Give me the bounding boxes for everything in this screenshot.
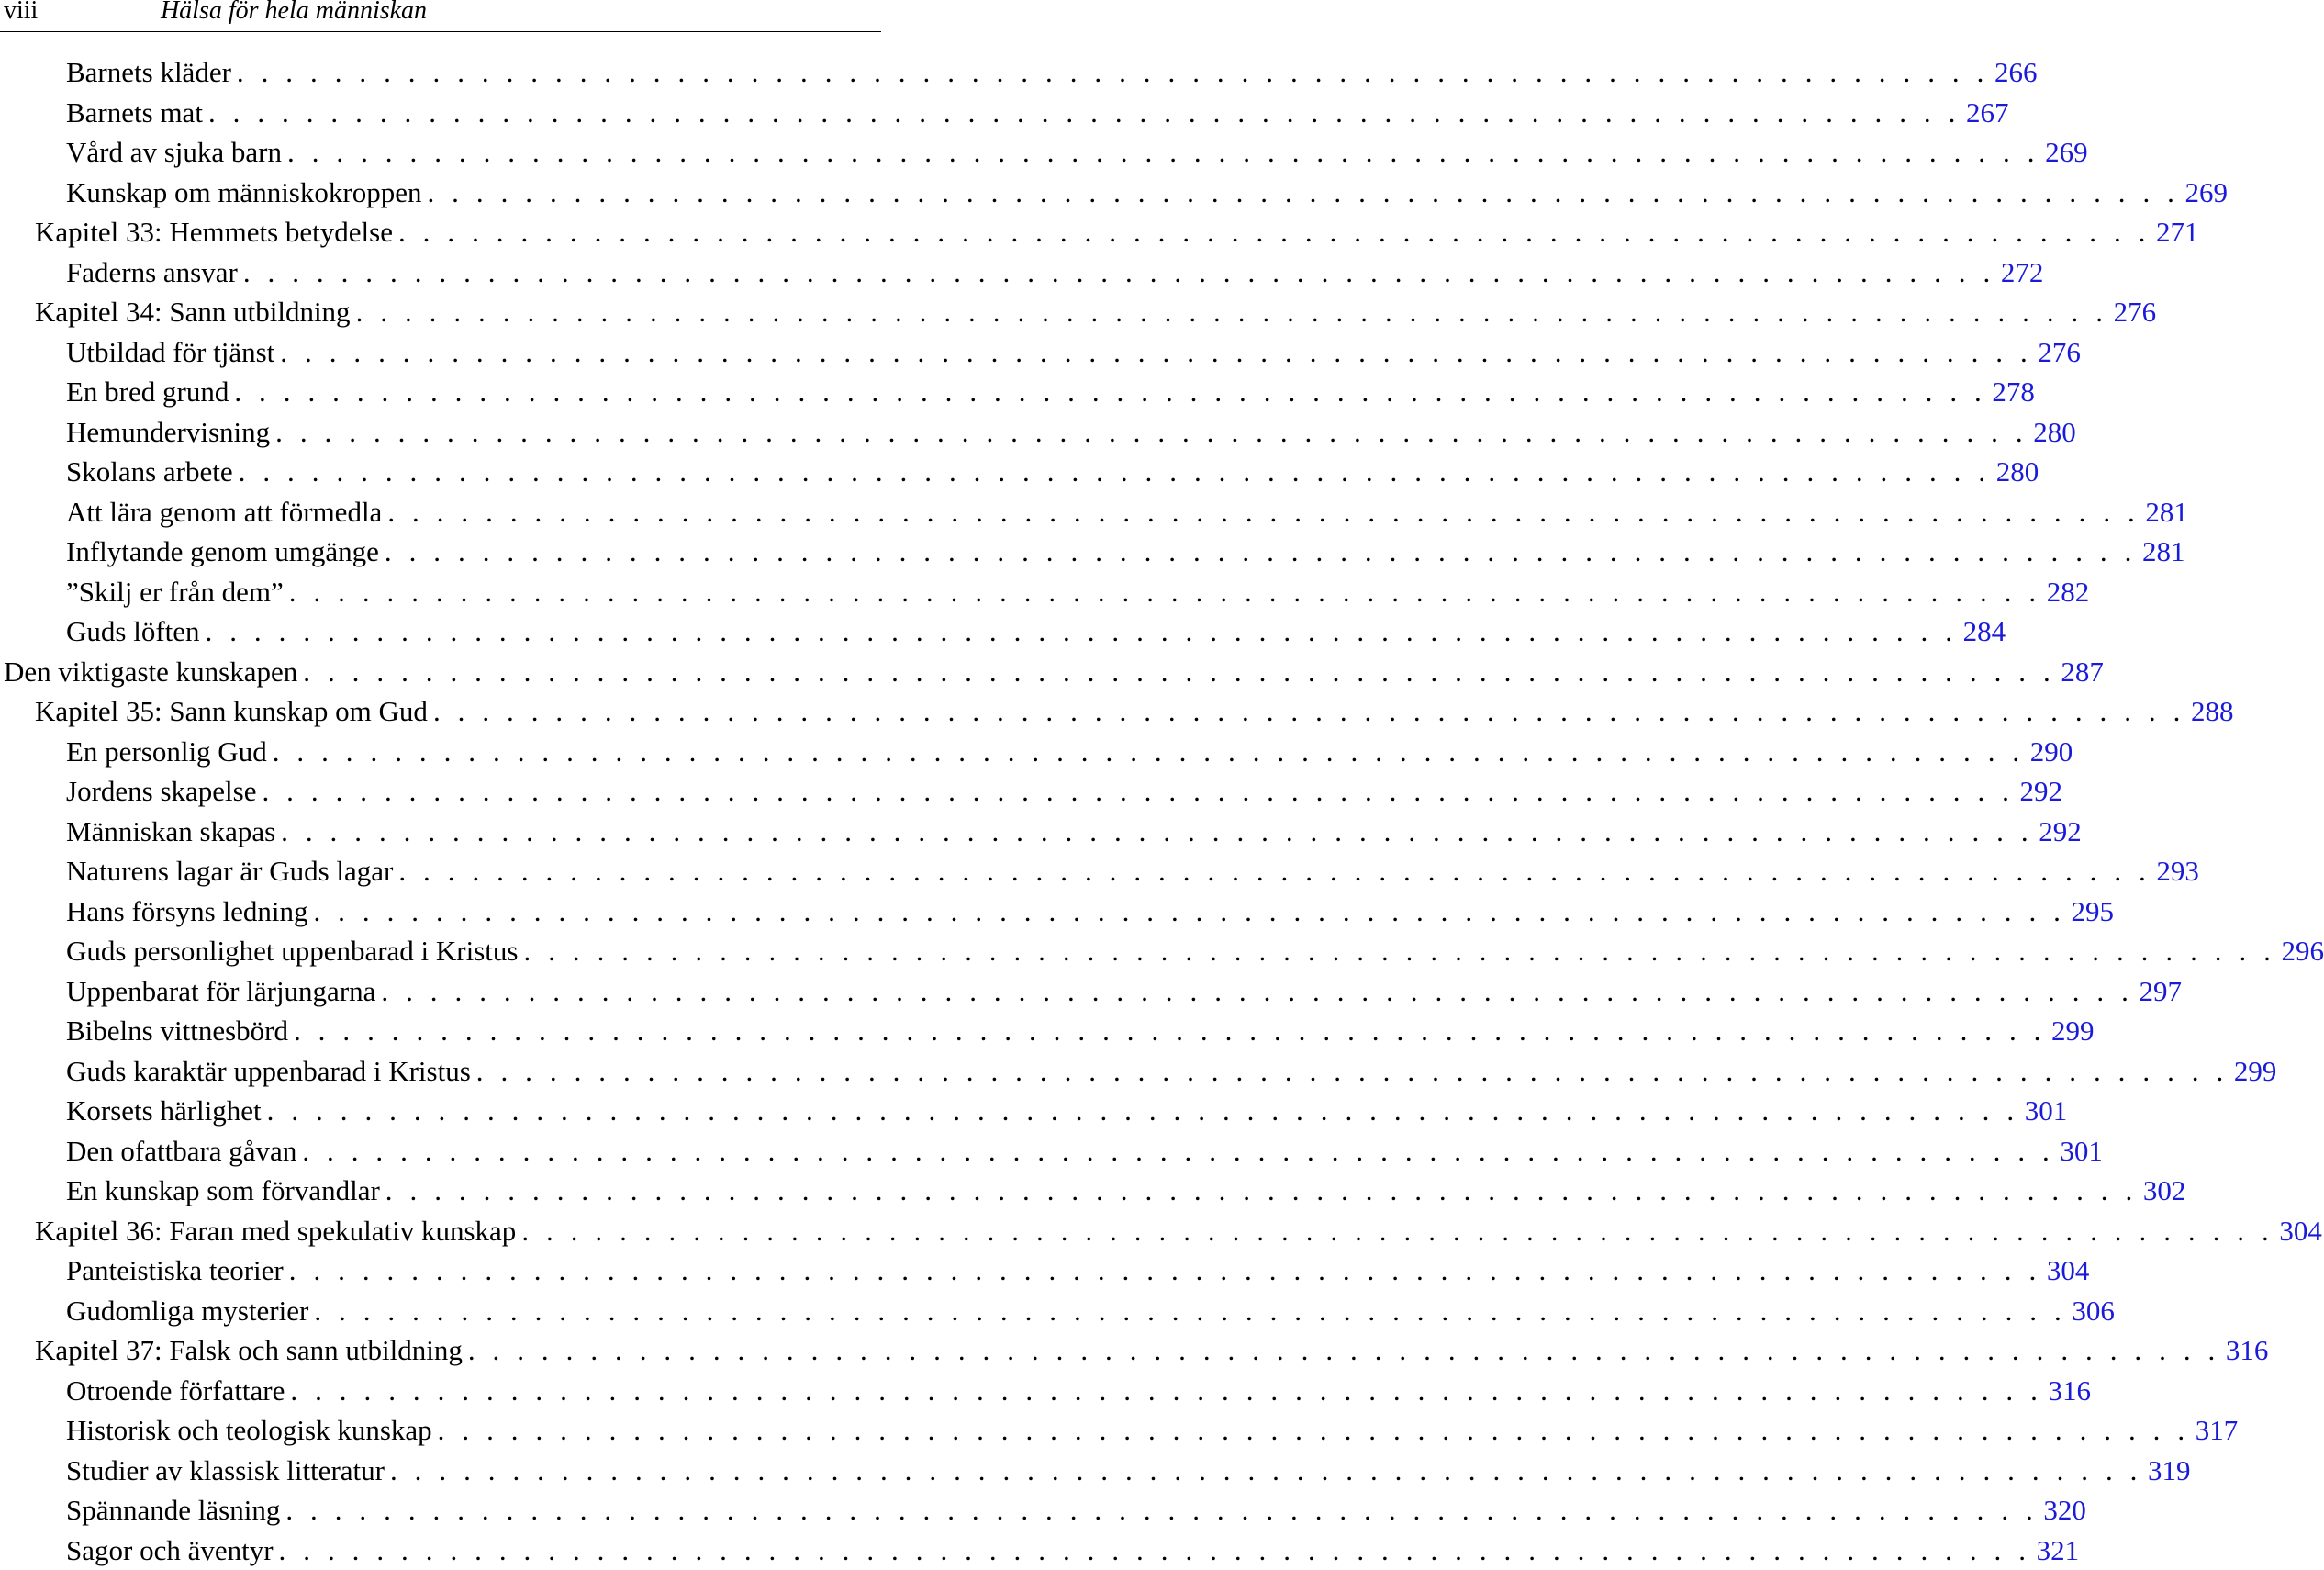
toc-entry-title: Kapitel 35: Sann kunskap om Gud	[35, 691, 433, 732]
toc-page-link[interactable]: 266	[1989, 52, 2038, 93]
dot-leader: . . . . . . . . . . . . . . . . . . . . . . . . . . . . . . . . . . . . . . . . . . . . . . . . . . . . . . . . . . . . . . . . . . . . . . . .	[313, 892, 2065, 932]
toc-entry-title: Guds personlighet uppenbarad i Kristus	[66, 931, 523, 971]
toc-entry[interactable]	[0, 892, 877, 932]
toc-entry[interactable]	[0, 1451, 877, 1491]
toc-page-link[interactable]: 292	[2033, 812, 2082, 852]
toc-entry-title: Korsets härlighet	[66, 1091, 267, 1131]
toc-entry-title: Den viktigaste kunskapen	[4, 652, 303, 692]
toc-entry-title: Kapitel 37: Falsk och sann utbildning	[35, 1330, 468, 1371]
toc-page-link[interactable]: 276	[2108, 292, 2157, 332]
toc-page-link[interactable]: 281	[2137, 532, 2185, 572]
dot-leader: . . . . . . . . . . . . . . . . . . . . . . . . . . . . . . . . . . . . . . . . . . . . . . . . . . . . . . . . . . . . . . . . . . . . . . . .	[390, 1451, 2142, 1491]
toc-page-link[interactable]: 281	[2140, 492, 2188, 533]
toc-entry-title: Utbildad för tjänst	[66, 332, 280, 373]
toc-page-link[interactable]: 299	[2046, 1011, 2095, 1051]
dot-leader: . . . . . . . . . . . . . . . . . . . . . . . . . . . . . . . . . . . . . . . . . . . . . . . . . . . . . . . . . . . . . . . . . . . . . . . .	[273, 732, 2025, 772]
toc-entry[interactable]	[0, 732, 877, 772]
dot-leader: . . . . . . . . . . . . . . . . . . . . . . . . . . . . . . . . . . . . . . . . . . . . . . . . . . . . . . . . . . . . . . . . . . . . . . . .	[398, 851, 2151, 892]
toc-entry-title: Guds löften	[66, 611, 206, 652]
toc-page-link[interactable]: 299	[2229, 1051, 2277, 1092]
toc-entry[interactable]	[0, 1211, 877, 1251]
dot-leader: . . . . . . . . . . . . . . . . . . . . . . . . . . . . . . . . . . . . . . . . . . . . . . . . . . . . . . . . . . . . . . . . . . . . . . . .	[521, 1211, 2274, 1251]
toc-page-link[interactable]: 319	[2142, 1451, 2191, 1491]
toc-entry[interactable]	[0, 572, 877, 612]
toc-page-link[interactable]: 295	[2066, 892, 2115, 932]
toc-entry[interactable]	[0, 52, 877, 93]
dot-leader: . . . . . . . . . . . . . . . . . . . . . . . . . . . . . . . . . . . . . . . . . . . . . . . . . . . . . . . . . . . . . . . . . . . . . . . .	[280, 332, 2032, 373]
toc-entry[interactable]	[0, 931, 877, 971]
toc-entry[interactable]	[0, 173, 877, 213]
toc-entry[interactable]	[0, 212, 877, 252]
toc-entry[interactable]	[0, 532, 877, 572]
toc-entry-title: Panteistiska teorier	[66, 1250, 289, 1291]
toc-page-link[interactable]: 317	[2190, 1410, 2239, 1451]
toc-entry-title: Hemundervisning	[66, 412, 275, 453]
toc-entry-title: Kunskap om människokroppen	[66, 173, 427, 213]
toc-page-link[interactable]: 282	[2041, 572, 2090, 612]
toc-page-link[interactable]: 306	[2066, 1291, 2115, 1331]
toc-entry-title: Faderns ansvar	[66, 252, 243, 293]
toc-entry[interactable]	[0, 252, 877, 293]
dot-leader: . . . . . . . . . . . . . . . . . . . . . . . . . . . . . . . . . . . . . . . . . . . . . . . . . . . . . . . . . . . . . . . . . . . . . . . .	[433, 691, 2185, 732]
toc-page-link[interactable]: 293	[2151, 851, 2199, 892]
toc-page-link[interactable]: 276	[2032, 332, 2081, 373]
toc-entry-title: Inflytande genom umgänge	[66, 532, 385, 572]
toc-entry[interactable]	[0, 1131, 877, 1172]
toc-entry[interactable]	[0, 971, 877, 1012]
toc-entry-title: Jordens skapelse	[66, 771, 262, 812]
dot-leader: . . . . . . . . . . . . . . . . . . . . . . . . . . . . . . . . . . . . . . . . . . . . . . . . . . . . . . . . . . . . . . . . . . . . . . . .	[302, 1131, 2054, 1172]
toc-page-link[interactable]: 296	[2276, 931, 2324, 971]
toc-entry[interactable]	[0, 611, 877, 652]
dot-leader: . . . . . . . . . . . . . . . . . . . . . . . . . . . . . . . . . . . . . . . . . . . . . . . . . . . . . . . . . . . . . . . . . . . . . . . .	[381, 971, 2133, 1012]
toc-entry[interactable]	[0, 332, 877, 373]
toc-entry[interactable]	[0, 1171, 877, 1211]
toc-entry-title: ”Skilj er från dem”	[66, 572, 289, 612]
toc-entry[interactable]	[0, 1011, 877, 1051]
toc-page-link[interactable]: 288	[2185, 691, 2234, 732]
running-title: Hälsa för hela människan	[0, 0, 587, 26]
toc-page-link[interactable]: 287	[2055, 652, 2104, 692]
toc-page-link[interactable]: 320	[2038, 1490, 2086, 1531]
toc-entry-title: En personlig Gud	[66, 732, 273, 772]
dot-leader: . . . . . . . . . . . . . . . . . . . . . . . . . . . . . . . . . . . . . . . . . . . . . . . . . . . . . . . . . . . . . . . . . . . . . . . .	[281, 812, 2033, 852]
toc-entry[interactable]	[0, 1051, 877, 1092]
toc-entry[interactable]	[0, 851, 877, 892]
toc-page-link[interactable]: 267	[1961, 93, 2009, 133]
dot-leader: . . . . . . . . . . . . . . . . . . . . . . . . . . . . . . . . . . . . . . . . . . . . . . . . . . . . . . . . . . . . . . . . . . . . . . . .	[387, 492, 2140, 533]
toc-entry[interactable]	[0, 412, 877, 453]
table-of-contents	[0, 52, 877, 1570]
toc-page-link[interactable]: 269	[2180, 173, 2229, 213]
toc-entry-title: Studier av klassisk litteratur	[66, 1451, 390, 1491]
toc-page-link[interactable]: 284	[1958, 611, 2006, 652]
toc-entry-title: En kunskap som förvandlar	[66, 1171, 385, 1211]
toc-entry-title: Sagor och äventyr	[66, 1531, 279, 1570]
toc-entry-title: Hans försyns ledning	[66, 892, 313, 932]
toc-entry-title: Barnets mat	[66, 93, 208, 133]
page-header	[0, 0, 881, 32]
dot-leader: . . . . . . . . . . . . . . . . . . . . . . . . . . . . . . . . . . . . . . . . . . . . . . . . . . . . . . . . . . . . . . . . . . . . . . . .	[206, 611, 1958, 652]
toc-entry[interactable]	[0, 452, 877, 492]
toc-page-link[interactable]: 301	[2019, 1091, 2068, 1131]
dot-leader: . . . . . . . . . . . . . . . . . . . . . . . . . . . . . . . . . . . . . . . . . . . . . . . . . . . . . . . . . . . . . . . . . . . . . . . .	[279, 1531, 2031, 1570]
dot-leader: . . . . . . . . . . . . . . . . . . . . . . . . . . . . . . . . . . . . . . . . . . . . . . . . . . . . . . . . . . . . . . . . . . . . . . . .	[287, 132, 2039, 173]
dot-leader: . . . . . . . . . . . . . . . . . . . . . . . . . . . . . . . . . . . . . . . . . . . . . . . . . . . . . . . . . . . . . . . . . . . . . . . .	[398, 212, 2151, 252]
toc-page-link[interactable]: 316	[2220, 1330, 2269, 1371]
dot-leader: . . . . . . . . . . . . . . . . . . . . . . . . . . . . . . . . . . . . . . . . . . . . . . . . . . . . . . . . . . . . . . . . . . . . . . . .	[476, 1051, 2229, 1092]
dot-leader: . . . . . . . . . . . . . . . . . . . . . . . . . . . . . . . . . . . . . . . . . . . . . . . . . . . . . . . . . . . . . . . . . . . . . . . .	[262, 771, 2014, 812]
toc-page-link[interactable]: 280	[2028, 412, 2076, 453]
toc-page-link[interactable]: 316	[2042, 1371, 2091, 1411]
toc-page-link[interactable]: 272	[1995, 252, 2044, 293]
dot-leader: . . . . . . . . . . . . . . . . . . . . . . . . . . . . . . . . . . . . . . . . . . . . . . . . . . . . . . . . . . . . . . . . . . . . . . . .	[303, 652, 2055, 692]
toc-page-link[interactable]: 292	[2015, 771, 2063, 812]
toc-entry[interactable]	[0, 771, 877, 812]
toc-entry[interactable]	[0, 492, 877, 533]
toc-entry[interactable]	[0, 1531, 877, 1570]
dot-leader: . . . . . . . . . . . . . . . . . . . . . . . . . . . . . . . . . . . . . . . . . . . . . . . . . . . . . . . . . . . . . . . . . . . . . . . .	[285, 1490, 2038, 1531]
toc-page-link[interactable]: 321	[2031, 1531, 2080, 1570]
dot-leader: . . . . . . . . . . . . . . . . . . . . . . . . . . . . . . . . . . . . . . . . . . . . . . . . . . . . . . . . . . . . . . . . . . . . . . . .	[356, 292, 2108, 332]
toc-entry-title: Otroende författare	[66, 1371, 290, 1411]
toc-page-link[interactable]: 280	[1991, 452, 2039, 492]
toc-entry[interactable]	[0, 132, 877, 173]
dot-leader: . . . . . . . . . . . . . . . . . . . . . . . . . . . . . . . . . . . . . . . . . . . . . . . . . . . . . . . . . . . . . . . . . . . . . . . .	[385, 1171, 2138, 1211]
toc-entry-title: Barnets kläder	[66, 52, 237, 93]
toc-entry-title: Vård av sjuka barn	[66, 132, 287, 173]
dot-leader: . . . . . . . . . . . . . . . . . . . . . . . . . . . . . . . . . . . . . . . . . . . . . . . . . . . . . . . . . . . . . . . . . . . . . . . .	[314, 1291, 2066, 1331]
toc-entry[interactable]	[0, 1250, 877, 1291]
toc-entry-title: Uppenbarat för lärjungarna	[66, 971, 381, 1012]
toc-entry-title: Människan skapas	[66, 812, 281, 852]
dot-leader: . . . . . . . . . . . . . . . . . . . . . . . . . . . . . . . . . . . . . . . . . . . . . . . . . . . . . . . . . . . . . . . . . . . . . . . .	[237, 52, 1989, 93]
toc-entry-title: Spännande läsning	[66, 1490, 285, 1531]
dot-leader: . . . . . . . . . . . . . . . . . . . . . . . . . . . . . . . . . . . . . . . . . . . . . . . . . . . . . . . . . . . . . . . . . . . . . . . .	[294, 1011, 2046, 1051]
dot-leader: . . . . . . . . . . . . . . . . . . . . . . . . . . . . . . . . . . . . . . . . . . . . . . . . . . . . . . . . . . . . . . . . . . . . . . . .	[438, 1410, 2190, 1451]
toc-entry-title: Historisk och teologisk kunskap	[66, 1410, 438, 1451]
dot-leader: . . . . . . . . . . . . . . . . . . . . . . . . . . . . . . . . . . . . . . . . . . . . . . . . . . . . . . . . . . . . . . . . . . . . . . . .	[275, 412, 2028, 453]
toc-entry[interactable]	[0, 1291, 877, 1331]
dot-leader: . . . . . . . . . . . . . . . . . . . . . . . . . . . . . . . . . . . . . . . . . . . . . . . . . . . . . . . . . . . . . . . . . . . . . . . .	[234, 372, 1986, 412]
toc-page-link[interactable]: 271	[2151, 212, 2199, 252]
toc-entry[interactable]	[0, 1330, 877, 1371]
dot-leader: . . . . . . . . . . . . . . . . . . . . . . . . . . . . . . . . . . . . . . . . . . . . . . . . . . . . . . . . . . . . . . . . . . . . . . . .	[290, 1371, 2042, 1411]
toc-entry-title: Den ofattbara gåvan	[66, 1131, 302, 1172]
toc-entry[interactable]	[0, 372, 877, 412]
dot-leader: . . . . . . . . . . . . . . . . . . . . . . . . . . . . . . . . . . . . . . . . . . . . . . . . . . . . . . . . . . . . . . . . . . . . . . . .	[385, 532, 2137, 572]
dot-leader: . . . . . . . . . . . . . . . . . . . . . . . . . . . . . . . . . . . . . . . . . . . . . . . . . . . . . . . . . . . . . . . . . . . . . . . .	[427, 173, 2179, 213]
toc-entry-title: Gudomliga mysterier	[66, 1291, 314, 1331]
toc-entry-title: Bibelns vittnesbörd	[66, 1011, 294, 1051]
toc-entry-title: Guds karaktär uppenbarad i Kristus	[66, 1051, 476, 1092]
toc-entry[interactable]	[0, 691, 877, 732]
toc-page-link[interactable]: 269	[2039, 132, 2088, 173]
page-number: viii	[4, 0, 38, 26]
toc-page-link[interactable]: 301	[2054, 1131, 2103, 1172]
toc-entry[interactable]	[0, 1410, 877, 1451]
toc-entry[interactable]	[0, 1091, 877, 1131]
toc-page-link[interactable]: 302	[2138, 1171, 2186, 1211]
toc-entry-title: Kapitel 33: Hemmets betydelse	[35, 212, 398, 252]
toc-entry[interactable]	[0, 652, 877, 692]
toc-page-link[interactable]: 297	[2133, 971, 2182, 1012]
toc-entry-title: Att lära genom att förmedla	[66, 492, 387, 533]
toc-entry[interactable]	[0, 1371, 877, 1411]
toc-entry-title: En bred grund	[66, 372, 234, 412]
toc-entry[interactable]	[0, 93, 877, 133]
dot-leader: . . . . . . . . . . . . . . . . . . . . . . . . . . . . . . . . . . . . . . . . . . . . . . . . . . . . . . . . . . . . . . . . . . . . . . . .	[239, 452, 1991, 492]
toc-entry-title: Kapitel 34: Sann utbildning	[35, 292, 356, 332]
toc-entry-title: Naturens lagar är Guds lagar	[66, 851, 398, 892]
toc-entry[interactable]	[0, 292, 877, 332]
dot-leader: . . . . . . . . . . . . . . . . . . . . . . . . . . . . . . . . . . . . . . . . . . . . . . . . . . . . . . . . . . . . . . . . . . . . . . . .	[267, 1091, 2019, 1131]
toc-page-link[interactable]: 304	[2274, 1211, 2322, 1251]
dot-leader: . . . . . . . . . . . . . . . . . . . . . . . . . . . . . . . . . . . . . . . . . . . . . . . . . . . . . . . . . . . . . . . . . . . . . . . .	[468, 1330, 2220, 1371]
toc-entry-title: Kapitel 36: Faran med spekulativ kunskap	[35, 1211, 521, 1251]
dot-leader: . . . . . . . . . . . . . . . . . . . . . . . . . . . . . . . . . . . . . . . . . . . . . . . . . . . . . . . . . . . . . . . . . . . . . . . .	[289, 1250, 2041, 1291]
dot-leader: . . . . . . . . . . . . . . . . . . . . . . . . . . . . . . . . . . . . . . . . . . . . . . . . . . . . . . . . . . . . . . . . . . . . . . . .	[208, 93, 1961, 133]
toc-page-link[interactable]: 304	[2041, 1250, 2090, 1291]
dot-leader: . . . . . . . . . . . . . . . . . . . . . . . . . . . . . . . . . . . . . . . . . . . . . . . . . . . . . . . . . . . . . . . . . . . . . . . .	[289, 572, 2041, 612]
dot-leader: . . . . . . . . . . . . . . . . . . . . . . . . . . . . . . . . . . . . . . . . . . . . . . . . . . . . . . . . . . . . . . . . . . . . . . . .	[523, 931, 2275, 971]
toc-page-link[interactable]: 278	[1986, 372, 2035, 412]
toc-entry[interactable]	[0, 1490, 877, 1531]
toc-entry[interactable]	[0, 812, 877, 852]
toc-entry-title: Skolans arbete	[66, 452, 239, 492]
toc-page-link[interactable]: 290	[2025, 732, 2073, 772]
dot-leader: . . . . . . . . . . . . . . . . . . . . . . . . . . . . . . . . . . . . . . . . . . . . . . . . . . . . . . . . . . . . . . . . . . . . . . . .	[243, 252, 1995, 293]
